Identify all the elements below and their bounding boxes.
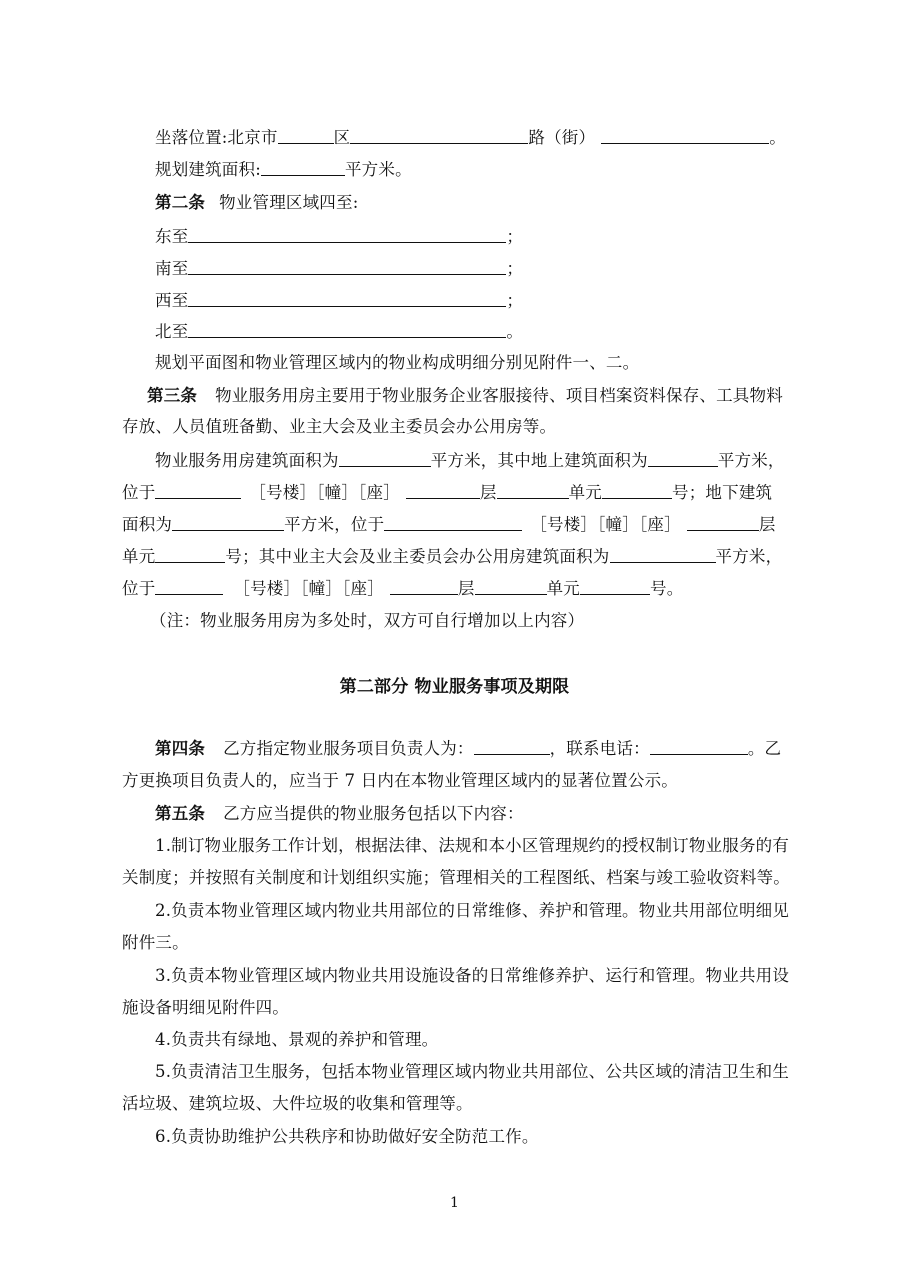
location-line	[155, 127, 786, 149]
text-segment: 平方米，位于	[284, 515, 385, 534]
punctuation: ；	[506, 227, 524, 246]
article-2-heading	[155, 192, 358, 214]
article-3-para-line-2	[122, 482, 772, 504]
article-3-para-line-1	[155, 450, 785, 472]
punctuation: 。	[769, 128, 786, 147]
list-item: 活垃圾、建筑垃圾、大件垃圾的收集和管理等。	[122, 1094, 473, 1113]
text-segment: 号；地下建筑	[672, 483, 773, 502]
boundary-south	[155, 258, 523, 280]
text-segment: 位于	[122, 579, 156, 598]
blank-field	[188, 259, 506, 275]
text-segment: ［号楼］［幢］［座］	[530, 515, 681, 534]
text-segment: 位于	[122, 483, 156, 502]
text-segment: 面积为	[122, 515, 173, 534]
article-title: 第二条	[155, 193, 206, 212]
article-3-para-line-3	[122, 514, 776, 536]
blank-field	[188, 322, 506, 338]
text-segment: ，联系电话：	[549, 739, 650, 758]
blank-field	[648, 451, 718, 467]
boundary-east	[155, 226, 523, 248]
article-title: 第四条	[155, 739, 206, 758]
text-segment: 号。	[650, 579, 684, 598]
blank-field	[610, 547, 716, 563]
article-3-note: （注：物业服务用房为多处时，双方可自行增加以上内容）	[150, 611, 585, 630]
list-item: 2.负责本物业管理区域内物业共用部位的日常维修、养护和管理。物业共用部位明细见	[155, 901, 790, 920]
text-segment: 层	[758, 515, 776, 534]
list-item: 5.负责清洁卫生服务，包括本物业管理区域内物业共用部位、公共区域的清洁卫生和生	[155, 1062, 790, 1081]
blank-field	[650, 739, 748, 755]
text-segment: 单元	[122, 547, 156, 566]
article-4-line-2: 方更换项目负责人的，应当于 7 日内在本物业管理区域内的显著位置公示。	[122, 771, 678, 790]
blank-field	[188, 227, 506, 243]
blank-field	[172, 515, 284, 531]
punctuation: ；	[506, 259, 524, 278]
text-segment: 层	[457, 579, 475, 598]
punctuation: 。	[506, 322, 524, 341]
blank-field	[278, 128, 334, 144]
blank-field	[687, 515, 759, 531]
text-segment: 单元	[568, 483, 603, 502]
blank-field	[497, 483, 569, 499]
article-3-line-2: 存放、人员值班备勤、业主大会及业主委员会办公用房等。	[122, 417, 557, 436]
blank-field	[350, 128, 528, 144]
article-2-note: 规划平面图和物业管理区域内的物业构成明细分别见附件一、二。	[155, 353, 640, 372]
blank-field	[601, 128, 769, 144]
article-3-para-line-5	[122, 578, 683, 600]
location-label: 坐落位置:北京市	[155, 128, 278, 147]
article-text: 物业管理区域四至:	[219, 193, 359, 212]
article-5-heading	[155, 803, 524, 825]
page-number: 1	[449, 1195, 460, 1211]
list-item: 附件三。	[122, 933, 189, 952]
text-segment: 。乙	[747, 739, 782, 758]
text-segment: ［号楼］［幢］［座］	[233, 579, 384, 598]
list-item: 1.制订物业服务工作计划，根据法律、法规和本小区管理规约的授权制订物业服务的有	[155, 836, 790, 855]
article-3-para-line-4	[122, 546, 782, 568]
blank-field	[390, 579, 458, 595]
blank-field	[406, 483, 480, 499]
text-segment: 平方米，	[717, 451, 785, 470]
boundary-west	[155, 290, 523, 312]
blank-field	[155, 579, 223, 595]
blank-field	[474, 739, 550, 755]
planned-area-label: 规划建筑面积:	[155, 160, 261, 179]
list-item: 6.负责协助维护公共秩序和协助做好安全防范工作。	[155, 1127, 539, 1146]
list-item: 关制度；并按照有关制度和计划组织实施；管理相关的工程图纸、档案与竣工验收资料等。	[122, 868, 790, 887]
text-segment: 平方米，	[715, 547, 783, 566]
list-item: 施设备明细见附件四。	[122, 998, 289, 1017]
blank-field	[261, 160, 345, 176]
article-text: 乙方应当提供的物业服务包括以下内容：	[223, 804, 524, 823]
section-heading: 第二部分 物业服务事项及期限	[339, 677, 570, 697]
punctuation: ；	[506, 291, 524, 310]
district-label: 区	[333, 128, 351, 147]
list-item: 3.负责本物业管理区域内物业共用设施设备的日常维修养护、运行和管理。物业共用设	[155, 966, 790, 985]
text-segment: 物业服务用房建筑面积为	[155, 451, 339, 470]
blank-field	[155, 483, 241, 499]
planned-area-unit: 平方米。	[344, 160, 412, 179]
planned-area-line	[155, 159, 412, 181]
west-label: 西至	[155, 291, 189, 310]
blank-field	[475, 579, 547, 595]
north-label: 北至	[155, 322, 189, 341]
article-text: 物业服务用房主要用于物业服务企业客服接待、项目档案资料保存、工具物料	[215, 386, 783, 405]
text-segment: ［号楼］［幢］［座］	[249, 483, 400, 502]
article-3-line-1	[147, 385, 783, 407]
east-label: 东至	[155, 227, 189, 246]
text-segment: 层	[479, 483, 497, 502]
blank-field	[155, 547, 225, 563]
blank-field	[602, 483, 672, 499]
blank-field	[188, 291, 506, 307]
blank-field	[339, 451, 431, 467]
south-label: 南至	[155, 259, 189, 278]
list-item: 4.负责共有绿地、景观的养护和管理。	[155, 1030, 439, 1049]
text-segment: 单元	[546, 579, 581, 598]
article-4-line-1	[155, 738, 781, 760]
text-segment: 号；其中业主大会及业主委员会办公用房建筑面积为	[225, 547, 610, 566]
boundary-north	[155, 321, 523, 343]
text-segment: 平方米，其中地上建筑面积为	[430, 451, 648, 470]
blank-field	[580, 579, 650, 595]
article-title: 第五条	[155, 804, 206, 823]
text-segment: 乙方指定物业服务项目负责人为：	[223, 739, 474, 758]
blank-field	[384, 515, 522, 531]
road-label: 路（街）	[528, 128, 596, 147]
article-title: 第三条	[147, 386, 198, 405]
